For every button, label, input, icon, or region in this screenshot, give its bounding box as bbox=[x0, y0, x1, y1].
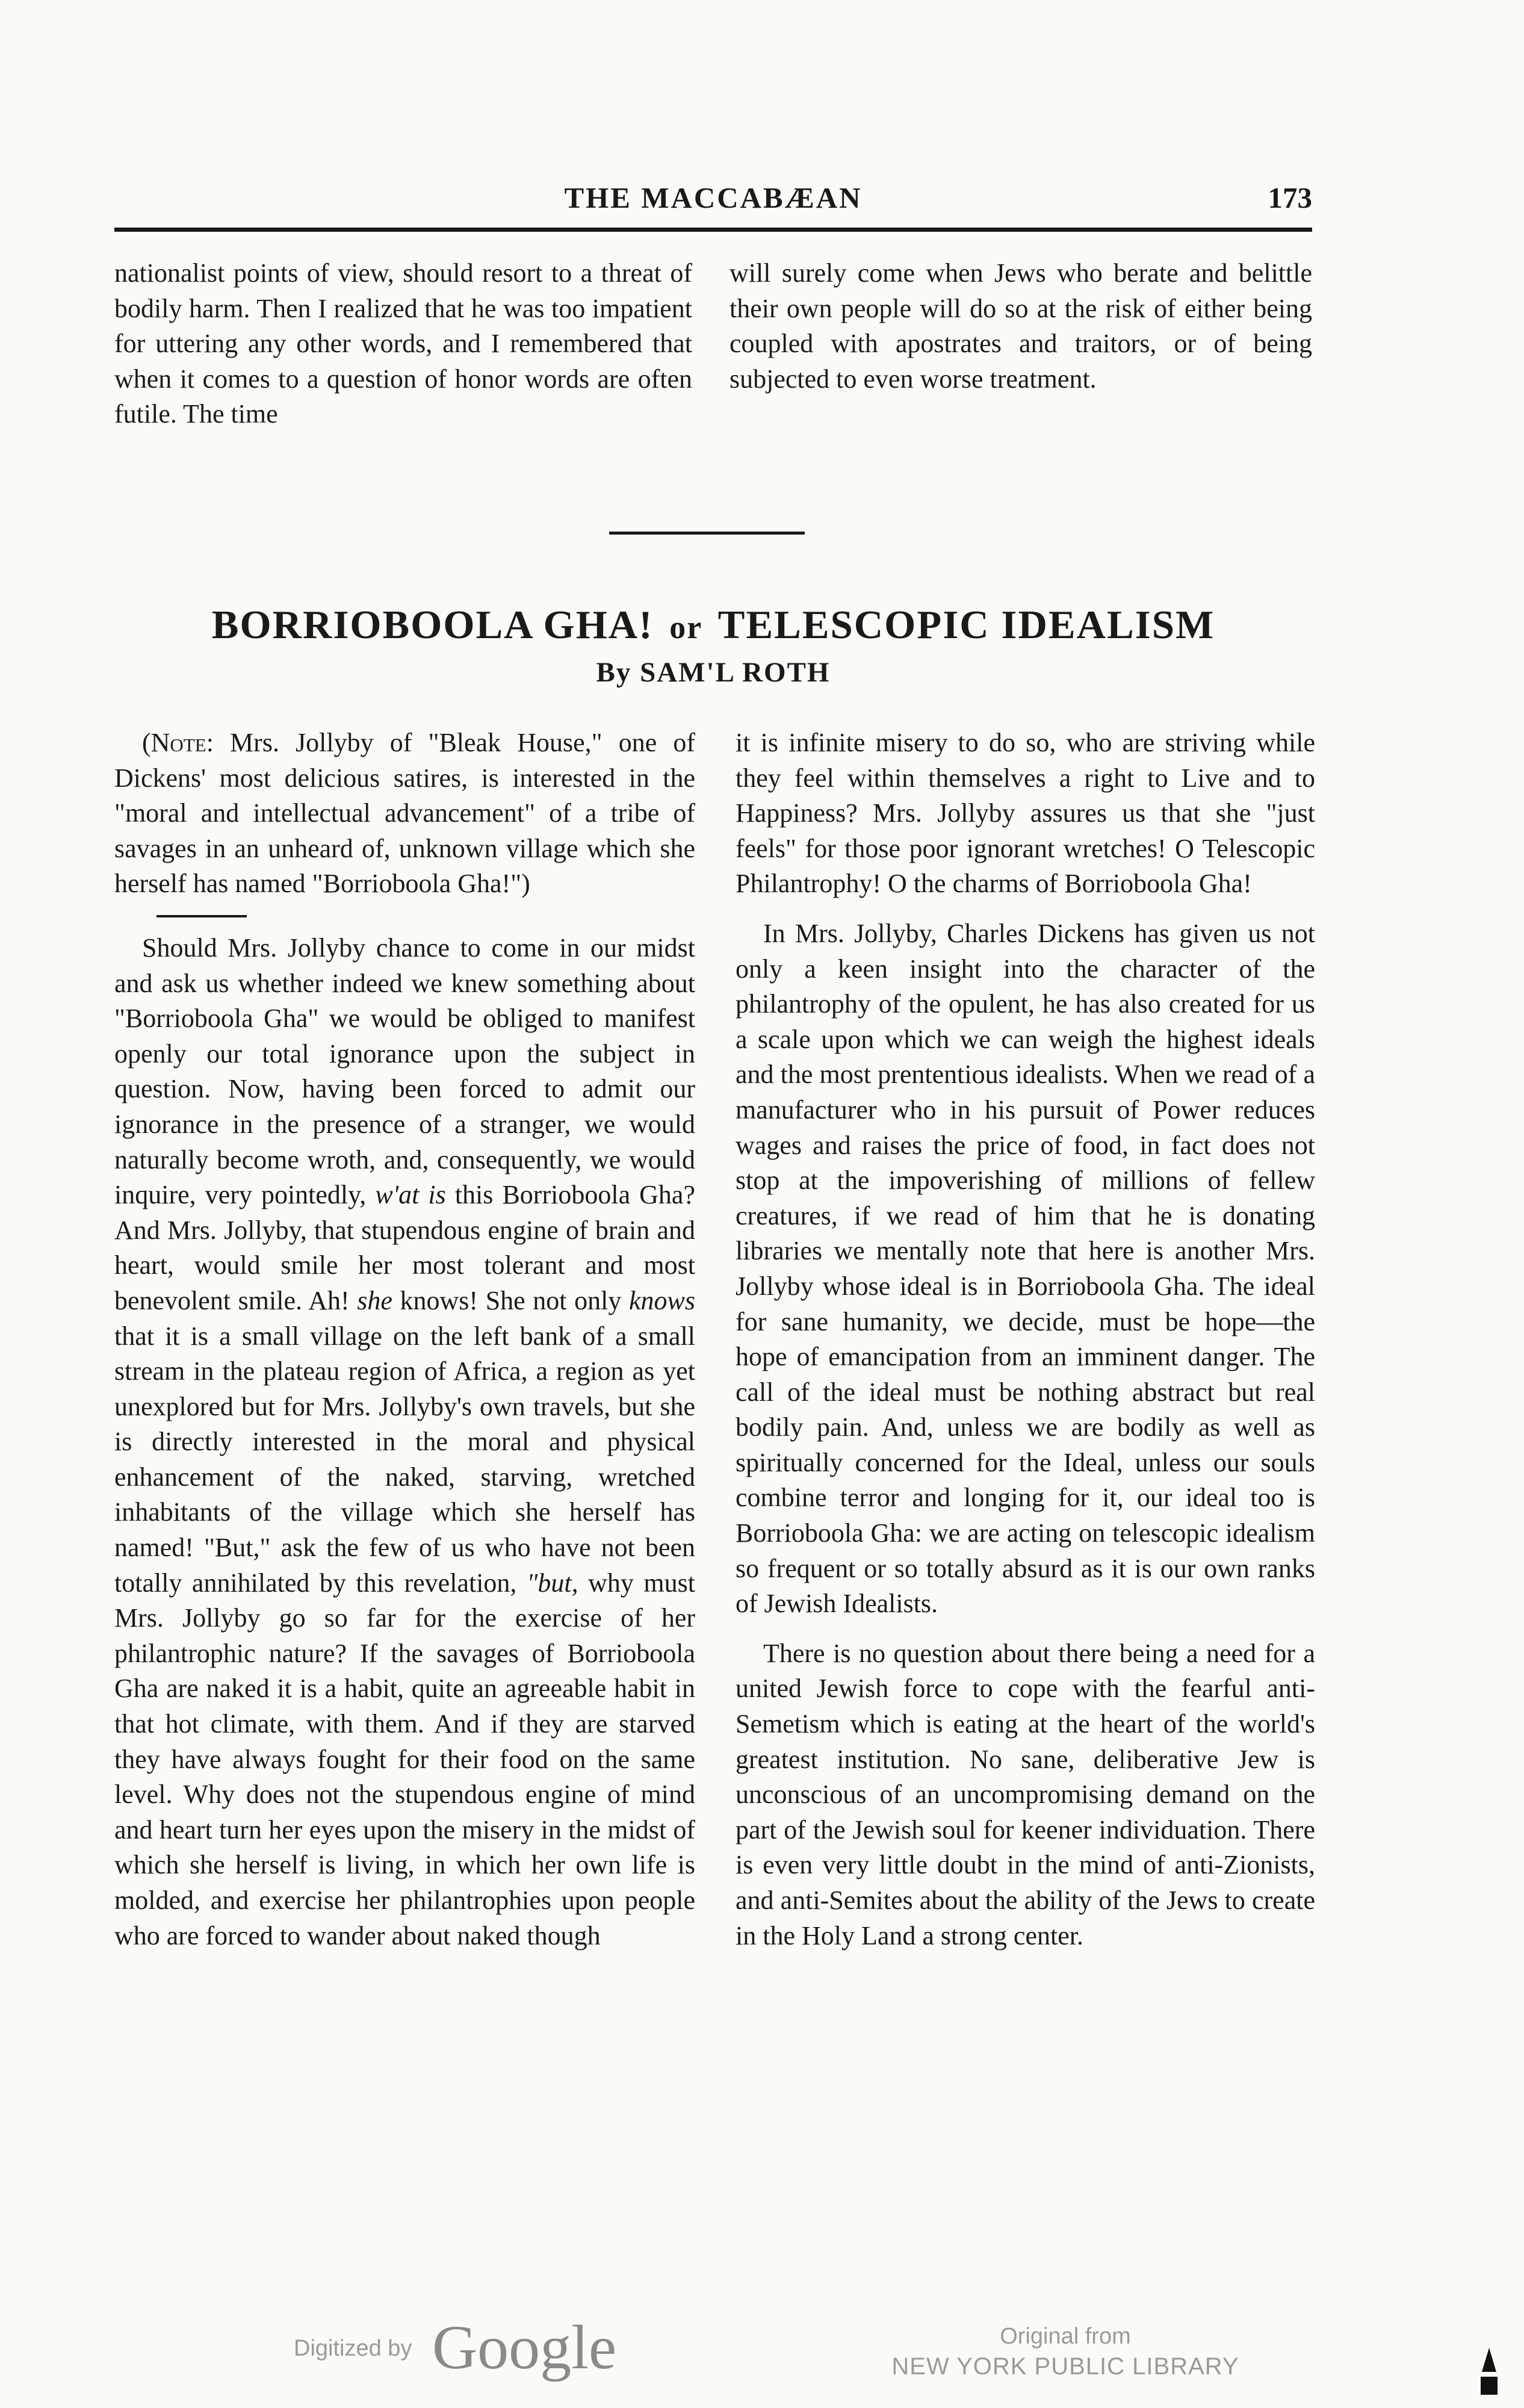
note-text: : Mrs. Jollyby of "Bleak House," one of Dickens' most delicious satires, is interested in the "moral and intellectual advancement" of a tribe of savages in an unheard of, unknown village which she herself has named "Borrioboola Gha!") bbox=[114, 728, 695, 899]
p1-text-c: knows! She not only bbox=[400, 1285, 622, 1315]
library-name: NEW YORK PUBLIC LIBRARY bbox=[891, 2353, 1239, 2380]
editor-note: (Note: Mrs. Jollyby of "Bleak House," one of Dickens' most delicious satires, is interested in the "moral and intellectual advancement" of a tribe of savages in an unheard of, unknown village which she herself has named "Borrioboola Gha!") bbox=[114, 728, 695, 899]
body-paragraph-3: There is no question about there being a need for a united Jewish force to cope with the fearful anti-Semetism which is eating at the heart of the world's greatest institution. No sane, deliberative Jew is unconscious of an uncompromising demand on the part of the Jewish soul for keener individuation. There is even very little doubt in the mind of anti-Zionists, and anti-Semites about the ability of the Jews to create in the Holy Land a strong center. bbox=[736, 1638, 1315, 1950]
continued-text-right bbox=[729, 256, 1312, 397]
article-column-right bbox=[736, 725, 1315, 1953]
scan-mark-icon bbox=[1478, 2348, 1500, 2396]
header-rule bbox=[114, 228, 1312, 232]
p1-italic-knows: knows bbox=[629, 1285, 696, 1315]
running-title: THE MACCABÆAN bbox=[564, 181, 863, 214]
p1-italic-what: w'at is bbox=[375, 1180, 446, 1210]
original-from-label: Original from bbox=[1000, 2324, 1131, 2349]
p1-text-d: that it is a small village on the left bank of a small stream in the plateau region of Africa, a region as yet unexplored but for Mrs. Jollyby's own travels, but she is directly interested in the moral and physical enhancement of the naked, starving, wretched inhabitants of the village which she herself has named! "But," ask the few of us who have not been totally annihilated by this revelation, bbox=[114, 1321, 695, 1598]
p1-text-b: this Borrioboola Gha? And Mrs. Jollyby, that stupendous engine of brain and heart, would smile her most tolerant and most benevolent smile. Ah! bbox=[114, 1180, 695, 1315]
running-header bbox=[114, 181, 1312, 229]
body-paragraph-1 bbox=[114, 931, 695, 1953]
continued-paragraph-right: will surely come when Jews who berate and belittle their own people will do so at the risk of either being coupled with apostrates and traitors, or of being subjected to even worse treatment. bbox=[729, 258, 1312, 394]
note-label: Note bbox=[150, 728, 206, 757]
byline: By SAM'L ROTH bbox=[596, 657, 831, 688]
continued-paragraph-left: nationalist points of view, should resort to a threat of bodily harm. Then I realized that he was too impatient for uttering any other words, and I remembered that when it comes to a question of honor words are often futile. The time bbox=[114, 258, 692, 429]
section-divider bbox=[609, 532, 805, 535]
continued-text-left bbox=[114, 256, 692, 432]
title-part-2: TELESCOPIC IDEALISM bbox=[717, 603, 1215, 647]
page-number: 173 bbox=[1268, 181, 1312, 214]
paragraph-gap bbox=[736, 902, 1315, 916]
p1-italic-she: she bbox=[357, 1285, 392, 1315]
p1-text-a: Should Mrs. Jollyby chance to come in our midst and ask us whether indeed we knew something about "Borrioboola Gha" we would be obliged to manifest openly our total ignorance upon the subject in question. Now, having been forced to admit our ignorance in the presence of a stranger, we would naturally become wroth, and, consequently, we would inquire, very pointedly, bbox=[114, 932, 695, 1210]
note-divider bbox=[156, 915, 247, 917]
body-paragraph-2: In Mrs. Jollyby, Charles Dickens has given us not only a keen insight into the character of the philantrophy of the opulent, he has also created for us a scale upon which we can weigh the highest ideals and the most prententious idealists. When we read of a manufacturer who in his pursuit of Power reduces wages and raises the price of food, in fact does not stop at the impoverishing of millions of fellew creatures, if we read of him that he is donating libraries we mentally note that here is another Mrs. Jollyby whose ideal is in Borrioboola Gha. The ideal for sane humanity, we decide, must be hope—the hope of emancipation from an imminent danger. The call of the ideal must be nothing abstract but real bodily pain. And, unless we are bodily as well as spiritually concerned for the Ideal, unless our souls combine terror and longing for it, our ideal too is Borrioboola Gha: we are acting on telescopic idealism so frequent or so totally absurd as it is our own ranks of Jewish Idealists. bbox=[736, 918, 1315, 1619]
article-column-left bbox=[114, 725, 695, 1953]
paragraph-gap bbox=[736, 1622, 1315, 1636]
p1-italic-but: "but, bbox=[526, 1568, 578, 1598]
article-title bbox=[114, 602, 1312, 648]
body-paragraph-1-continued: it is infinite misery to do so, who are striving while they feel within themselves a right to Live and to Happiness? Mrs. Jollyby assures us that she "just feels" for those poor ignorant wretches! O Telescopic Philantrophy! O the charms of Borrioboola Gha! bbox=[736, 728, 1315, 899]
original-source bbox=[885, 2324, 1246, 2380]
digitized-by-label: Digitized by bbox=[294, 2336, 412, 2361]
title-part-1: BORRIOBOOLA GHA! bbox=[211, 603, 654, 647]
p1-text-e: why must Mrs. Jollyby go so far for the exercise of her philantrophic nature? If the savages of Borrioboola Gha are naked it is a habit, quite an agreeable habit in that hot climate, with them. And if they are starved they have always fought for their food on the same level. Why does not the stupendous engine of mind and heart turn her eyes upon the misery in the midst of which she herself is living, in which her own life is molded, and exercise her philantrophies upon people who are forced to wander about naked though bbox=[114, 1568, 696, 1950]
title-or: or bbox=[669, 609, 703, 645]
google-logo: Google bbox=[432, 2313, 617, 2382]
